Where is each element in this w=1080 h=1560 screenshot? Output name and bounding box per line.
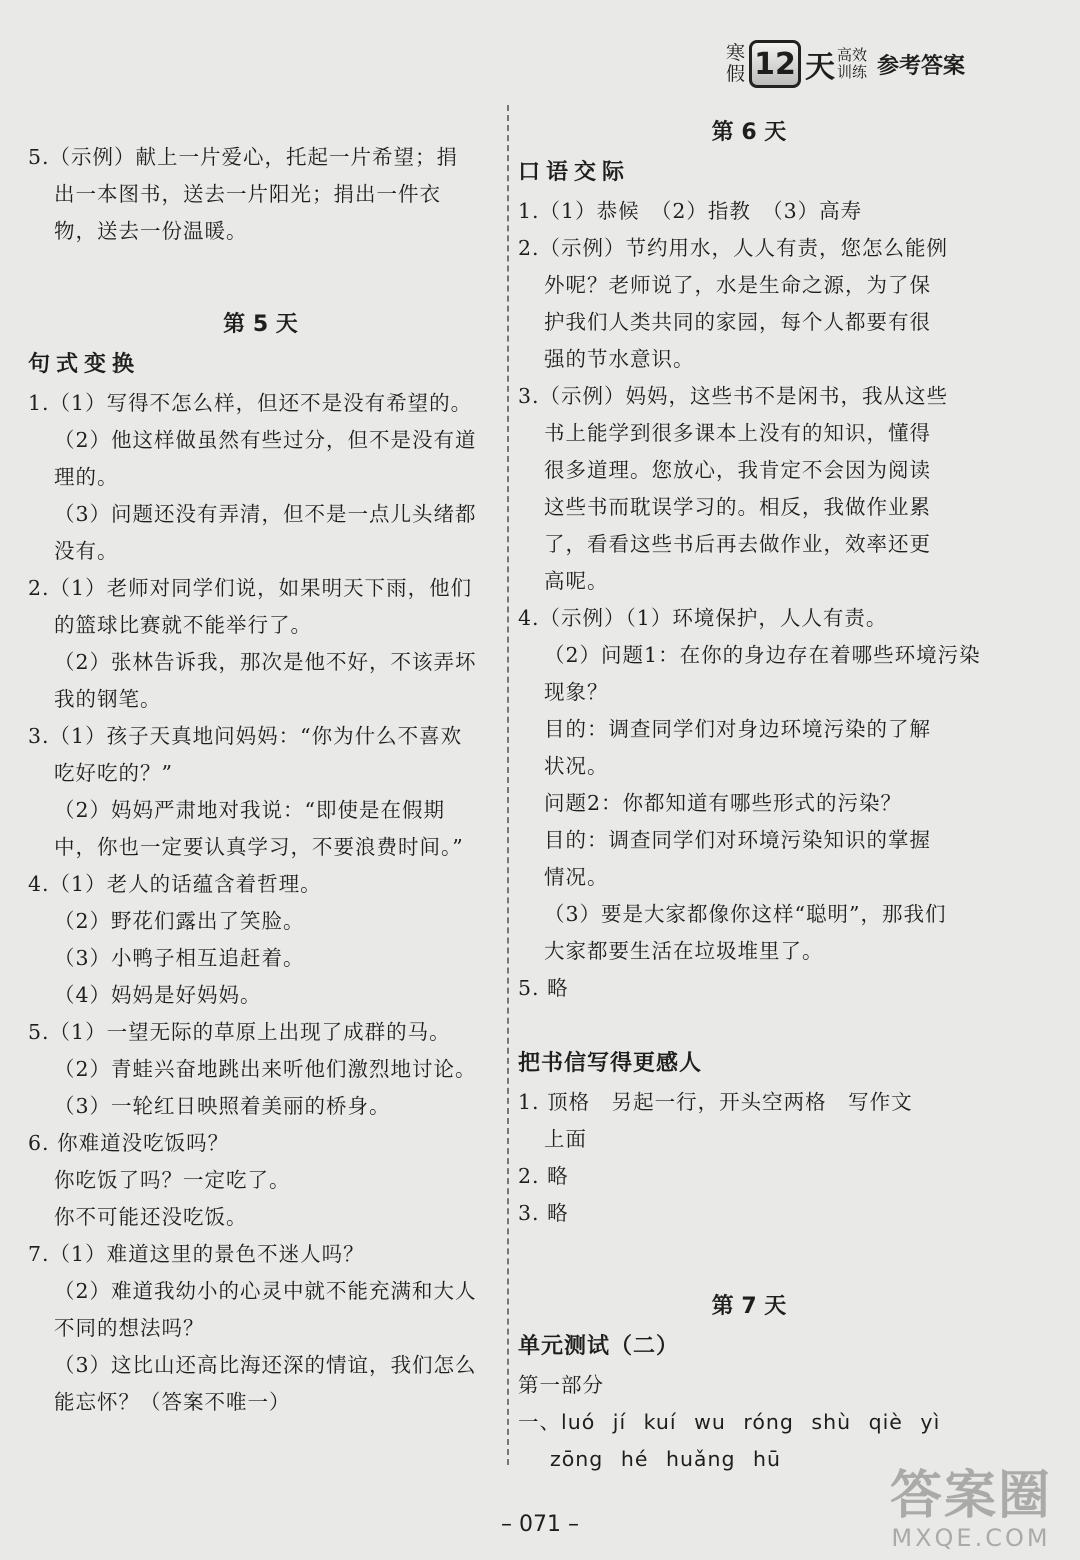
pinyin-line: 一、luó jí kuí wu róng shù qiè yì (518, 1410, 941, 1434)
text-line: 护我们人类共同的家园，每个人都要有很 (544, 310, 931, 334)
text-line: 7.（1）难道这里的景色不迷人吗？ (28, 1242, 365, 1266)
text-line: 1.（1）写得不怎么样，但还不是没有希望的。 (28, 391, 473, 415)
text-line: 中，你也一定要认真学习，不要浪费时间。” (54, 835, 464, 859)
text-line: 很多道理。您放心，我肯定不会因为阅读 (544, 458, 931, 482)
watermark-top: 答案圈 (889, 1466, 1052, 1526)
text-line: （2）难道我幼小的心灵中就不能充满和大人 (54, 1279, 477, 1303)
day-5-heading: 第 5 天 (223, 312, 298, 337)
text-line: 吃好吃的？” (54, 761, 173, 785)
logo-eff-top: 高效 (837, 46, 868, 64)
text-line: 2.（示例）节约用水，人人有责，您怎么能例 (518, 236, 949, 260)
text-line: （2）妈妈严肃地对我说：“即使是在假期 (54, 798, 446, 822)
text-line: 1. 顶格 另起一行，开头空两格 写作文 (518, 1090, 913, 1114)
text-line: 强的节水意识。 (544, 347, 695, 371)
text-line: （3）这比山还高比海还深的情谊，我们怎么 (54, 1353, 477, 1377)
logo-eff-bottom: 训练 (837, 63, 868, 81)
text-line: 目的：调查同学们对环境污染知识的掌握 (544, 828, 931, 852)
day-6-heading: 第 6 天 (711, 120, 787, 145)
text-line: 目的：调查同学们对身边环境污染的了解 (544, 717, 931, 741)
text-line: 问题2：你都知道有哪些形式的污染？ (544, 791, 903, 815)
logo-efficient (837, 47, 867, 81)
text-line: 你不可能还没吃饭。 (54, 1205, 248, 1229)
text-line: 1.（1）恭候 （2）指教 （3）高寿 (518, 199, 863, 223)
answers-label: 参考答案 (877, 53, 966, 79)
text-line: 2. 略 (518, 1164, 569, 1188)
watermark-bottom: MXQE.COM (891, 1524, 1051, 1552)
text-line: （2）青蛙兴奋地跳出来听他们激烈地讨论。 (54, 1057, 477, 1081)
text-line: 4.（示例）（1）环境保护，人人有责。 (518, 606, 888, 630)
right-column (518, 113, 980, 1478)
text-line: （4）妈妈是好妈妈。 (54, 983, 262, 1007)
text-line: 大家都要生活在垃圾堆里了。 (544, 939, 824, 963)
text-line: 理的。 (54, 465, 119, 489)
text-line: （3）小鸭子相互追赶着。 (54, 946, 305, 970)
text-line: （3）要是大家都像你这样“聪明”，那我们 (544, 902, 947, 926)
text-line: 情况。 (544, 865, 609, 889)
text-line: 3. 略 (518, 1201, 569, 1225)
text-line: （2）问题1：在你的身边存在着哪些环境污染 (544, 643, 981, 667)
section-title-oral-communication: 口语交际 (518, 160, 631, 185)
book-logo (726, 38, 965, 90)
text-line: 了，看看这些书后再去做作业，效率还更 (544, 532, 931, 556)
text-line: （2）他这样做虽然有些过分，但不是没有道 (54, 428, 477, 452)
text-line: （3）一轮红日映照着美丽的桥身。 (54, 1094, 391, 1118)
logo-days-char: 天 (805, 50, 836, 85)
text-line: 能忘怀？（答案不唯一） (54, 1390, 291, 1414)
section-title-letter-writing: 把书信写得更感人 (518, 1051, 703, 1076)
text-line: 高呢。 (544, 569, 609, 593)
logo-han-bottom: 假 (726, 63, 746, 85)
text-line: （2）野花们露出了笑脸。 (54, 909, 305, 933)
text-line: 3.（示例）妈妈，这些书不是闲书，我从这些 (518, 384, 949, 408)
section-title-unit-test: 单元测试（二） (518, 1334, 680, 1359)
text-line: 上面 (544, 1127, 587, 1151)
logo-days-number: 12 (749, 40, 801, 88)
text-line: （2）张林告诉我，那次是他不好，不该弄坏 (54, 650, 477, 674)
text-line: 物，送去一份温暖。 (54, 219, 248, 243)
text-line: 我的钢笔。 (54, 687, 162, 711)
text-line: （3）问题还没有弄清，但不是一点儿头绪都 (54, 502, 477, 526)
section-title-sentence-transform: 句式变换 (28, 352, 141, 377)
text-line: 4.（1）老人的话蕴含着哲理。 (28, 872, 322, 896)
text-line: 出一本图书，送去一片阳光；捐出一件衣 (54, 182, 441, 206)
text-line: 不同的想法吗？ (54, 1316, 205, 1340)
text-line: 你吃饭了吗？一定吃了。 (54, 1168, 291, 1192)
page-number: – 071 – (501, 1512, 579, 1537)
text-line: 状况。 (544, 754, 609, 778)
text-line: 书上能学到很多课本上没有的知识，懂得 (544, 421, 931, 445)
logo-han-top: 寒 (726, 42, 746, 64)
text-line: 现象？ (544, 680, 609, 704)
watermark-logo (890, 1468, 1052, 1552)
text-line: 5.（示例）献上一片爱心，托起一片希望；捐 (28, 145, 459, 169)
text-line: 这些书而耽误学习的。相反，我做作业累 (544, 495, 931, 519)
pinyin-line: zōng hé huǎng hū (550, 1447, 782, 1471)
text-line: 的篮球比赛就不能举行了。 (54, 613, 312, 637)
logo-hanja (726, 43, 745, 85)
text-line: 2.（1）老师对同学们说，如果明天下雨，他们 (28, 576, 473, 600)
text-line: 5. 略 (518, 976, 569, 1000)
text-line: 第一部分 (518, 1373, 604, 1397)
column-divider (507, 105, 509, 1465)
text-line: 没有。 (54, 539, 119, 563)
day-7-heading: 第 7 天 (711, 1294, 787, 1319)
left-column (28, 139, 493, 1421)
text-line: 外呢？老师说了，水是生命之源，为了保 (544, 273, 931, 297)
text-line: 3.（1）孩子天真地问妈妈：“你为什么不喜欢 (28, 724, 463, 748)
text-line: 6. 你难道没吃饭吗？ (28, 1131, 230, 1155)
text-line: 5.（1）一望无际的草原上出现了成群的马。 (28, 1020, 451, 1044)
